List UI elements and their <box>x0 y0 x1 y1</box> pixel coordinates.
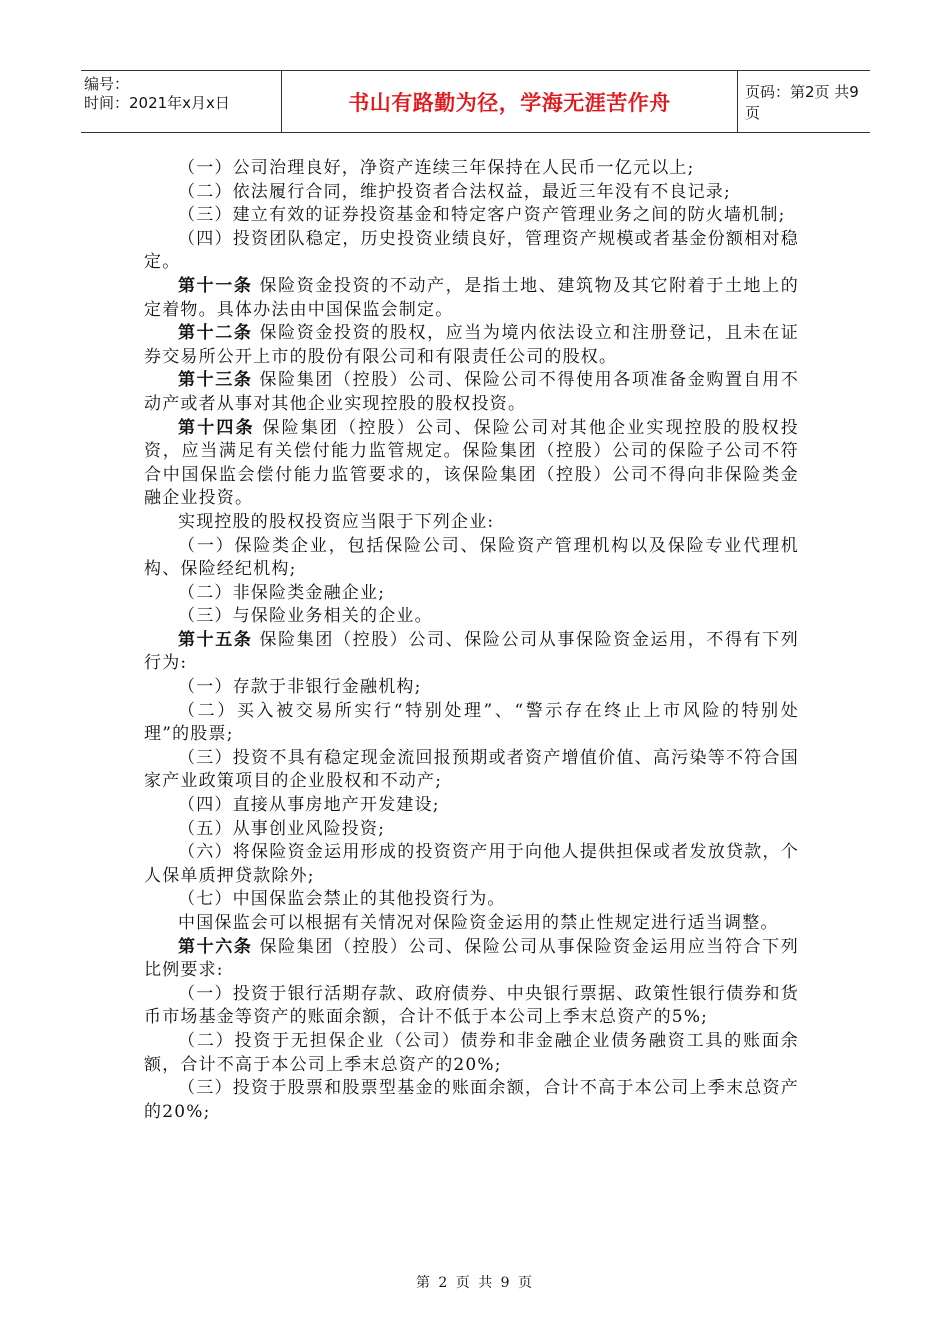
paragraph-text: （三）投资于股票和股票型基金的账面余额，合计不高于本公司上季末总资产的20%; <box>144 1078 799 1122</box>
paragraph-text: （二）买入被交易所实行“特别处理”、“警示存在终止上市风险的特别处理”的股票; <box>144 700 799 745</box>
paragraph-text: （五）从事创业风险投资; <box>178 818 386 839</box>
paragraph-text: （七）中国保监会禁止的其他投资行为。 <box>178 889 506 910</box>
paragraph-text: （三）建立有效的证券投资基金和特定客户资产管理业务之间的防火墙机制; <box>178 205 786 226</box>
header-meta-cell <box>81 71 282 132</box>
article-paragraph <box>144 629 799 676</box>
header-page-cell <box>738 71 870 132</box>
paragraph-text: （六）将保险资金运用形成的投资资产用于向他人提供担保或者发放贷款，个人保单质押贷款除外; <box>144 842 799 886</box>
clause-paragraph <box>144 511 799 535</box>
clause-paragraph <box>144 747 799 794</box>
header-page-number: 页码：第2页 共9页 <box>745 82 859 122</box>
clause-paragraph <box>144 1077 799 1124</box>
clause-paragraph <box>144 157 799 181</box>
clause-paragraph <box>144 676 799 700</box>
paragraph-text: （四）直接从事房地产开发建设; <box>178 795 440 816</box>
header-motto: 书山有路勤为径，学海无涯苦作舟 <box>348 90 671 115</box>
clause-paragraph <box>144 535 799 582</box>
header-motto-cell <box>282 71 738 132</box>
paragraph-text: （三）与保险业务相关的企业。 <box>178 606 433 627</box>
paragraph-text: （一）存款于非银行金融机构; <box>178 677 422 698</box>
document-number-label: 编号： <box>84 75 130 93</box>
article-paragraph <box>144 417 799 511</box>
clause-paragraph <box>144 582 799 606</box>
paragraph-text: （二）依法履行合同，维护投资者合法权益，最近三年没有不良记录; <box>178 181 731 202</box>
document-time-label: 时间：2021年x月x日 <box>84 94 230 112</box>
clause-paragraph <box>144 983 799 1030</box>
clause-paragraph <box>144 700 799 747</box>
clause-paragraph <box>144 818 799 842</box>
clause-paragraph <box>144 204 799 228</box>
article-number: 第十一条 <box>178 275 253 296</box>
article-number: 第十三条 <box>178 370 253 391</box>
clause-paragraph <box>144 794 799 818</box>
article-paragraph <box>144 275 799 322</box>
article-paragraph <box>144 936 799 983</box>
paragraph-text: （二）非保险类金融企业; <box>178 582 386 603</box>
article-number: 第十五条 <box>178 629 253 650</box>
page-header <box>81 70 870 133</box>
article-number: 第十四条 <box>178 417 255 438</box>
paragraph-text: 保险集团（控股）公司、保险公司从事保险资金运用应当符合下列比例要求: <box>144 936 799 981</box>
clause-paragraph <box>144 912 799 936</box>
paragraph-text: （一）保险类企业，包括保险公司、保险资产管理机构以及保险专业代理机构、保险经纪机构; <box>144 535 799 580</box>
article-paragraph <box>144 369 799 416</box>
paragraph-text: 保险资金投资的股权，应当为境内依法设立和注册登记，且未在证券交易所公开上市的股份有限公司和有限责任公司的股权。 <box>144 323 799 367</box>
clause-paragraph <box>144 841 799 888</box>
document-body <box>144 157 799 1124</box>
article-paragraph <box>144 322 799 369</box>
paragraph-text: 保险集团（控股）公司、保险公司从事保险资金运用，不得有下列行为: <box>144 629 799 674</box>
paragraph-text: 保险集团（控股）公司、保险公司对其他企业实现控股的股权投资，应当满足有关偿付能力监管规定。保险集团（控股）公司的保险子公司不符合中国保监会偿付能力监管要求的，该保险集团（控股）公司不得向非保险类金融企业投资。 <box>144 417 800 509</box>
paragraph-text: （二）投资于无担保企业（公司）债券和非金融企业债务融资工具的账面余额，合计不高于本公司上季末总资产的20%; <box>144 1030 799 1075</box>
paragraph-text: 保险资金投资的不动产，是指土地、建筑物及其它附着于土地上的定着物。具体办法由中国保监会制定。 <box>144 275 799 320</box>
clause-paragraph <box>144 605 799 629</box>
article-number: 第十二条 <box>178 323 253 344</box>
clause-paragraph <box>144 1030 799 1077</box>
page-footer: 第 2 页 共 9 页 <box>415 1275 535 1291</box>
article-number: 第十六条 <box>178 936 253 957</box>
paragraph-text: 实现控股的股权投资应当限于下列企业: <box>178 511 495 532</box>
paragraph-text: 保险集团（控股）公司、保险公司不得使用各项准备金购置自用不动产或者从事对其他企业实现控股的股权投资。 <box>144 370 799 414</box>
clause-paragraph <box>144 181 799 205</box>
clause-paragraph <box>144 228 799 275</box>
paragraph-text: 中国保监会可以根据有关情况对保险资金运用的禁止性规定进行适当调整。 <box>178 913 779 933</box>
paragraph-text: （三）投资不具有稳定现金流回报预期或者资产增值价值、高污染等不符合国家产业政策项目的企业股权和不动产; <box>144 747 799 792</box>
clause-paragraph <box>144 888 799 912</box>
paragraph-text: （四）投资团队稳定，历史投资业绩良好，管理资产规模或者基金份额相对稳定。 <box>144 228 799 273</box>
paragraph-text: （一）投资于银行活期存款、政府债券、中央银行票据、政策性银行债券和货币市场基金等资产的账面余额，合计不低于本公司上季末总资产的5%; <box>144 983 799 1028</box>
paragraph-text: （一）公司治理良好，净资产连续三年保持在人民币一亿元以上; <box>178 158 695 178</box>
